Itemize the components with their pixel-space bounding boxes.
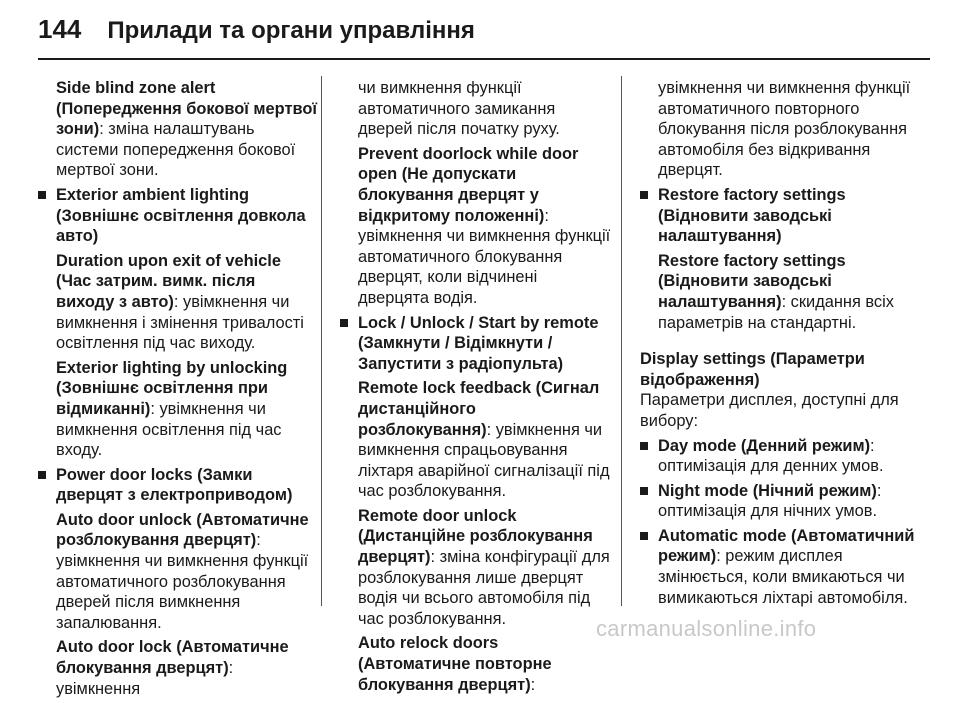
unlock-lighting-text: : увімкнення чи вимкнення освітлення під час входу. <box>56 399 282 460</box>
duration-text: : увімкнення чи вимкнення і змінення тривалості освітлення під час виходу. <box>56 292 304 353</box>
page-header <box>38 14 475 54</box>
bullet-icon <box>640 191 648 199</box>
remote-lock-title: Lock / Unlock / Start by remote (Замкнути / Відімкнути / Запустити з радіопульта) <box>358 313 599 373</box>
restore-factory-entry <box>658 251 922 333</box>
day-mode-item <box>640 436 922 477</box>
unlock-lighting-title: Exterior lighting by unlocking (Зовнішнє освітлення при відмиканні) <box>56 358 288 418</box>
restore-factory-item <box>640 185 922 333</box>
auto-unlock-entry <box>56 510 318 634</box>
auto-relock-entry <box>358 633 612 695</box>
display-settings-title: Display settings (Параметри відображення) <box>640 350 865 389</box>
auto-lock-entry <box>56 637 318 699</box>
auto-relock-title: Auto relock doors (Автоматичне повторне блокування дверцят) <box>358 634 552 694</box>
auto-relock-continued: увімкнення чи вимкнення функції автоматичного повторного блокування після розблокування автомобіля без відкривання дверцят. <box>658 79 911 180</box>
auto-unlock-title: Auto door unlock (Автоматичне розблокування дверцят) <box>56 510 309 550</box>
power-door-locks-item <box>38 465 318 700</box>
day-mode-text: : оптимізація для денних умов. <box>658 436 884 476</box>
night-mode-title: Night mode (Нічний режим) <box>658 481 877 500</box>
duration-title: Duration upon exit of vehicle (Час затрим. вимк. після виходу з авто) <box>56 251 281 311</box>
auto-lock-title: Auto door lock (Автоматичне блокування дверцят) <box>56 638 289 678</box>
column-1 <box>38 78 318 703</box>
watermark: carmanualsonline.info <box>596 616 817 641</box>
side-blind-zone-entry <box>38 78 318 181</box>
side-blind-zone-title: Side blind zone alert (Попередження бокової мертвої зони) <box>56 79 317 139</box>
auto-lock-continued: чи вимкнення функції автоматичного замикання дверей після початку руху. <box>358 79 560 139</box>
restore-factory-sub-title: Restore factory settings (Відновити заводські налаштування) <box>658 251 846 311</box>
bullet-icon <box>640 532 648 540</box>
bullet-icon <box>38 191 46 199</box>
bullet-icon <box>340 319 348 327</box>
power-door-locks-title: Power door locks (Замки дверцят з електроприводом) <box>56 465 293 505</box>
prevent-doorlock-entry <box>340 144 612 309</box>
remote-unlock-title: Remote door unlock (Дистанційне розблокування дверцят) <box>358 506 593 567</box>
column-divider-1 <box>321 76 322 606</box>
restore-factory-text: : скидання всіх параметрів на стандартні. <box>658 292 894 332</box>
auto-lock-text: : увімкнення <box>56 659 234 698</box>
bullet-icon <box>640 487 648 495</box>
page-title: Прилади та органи управління <box>107 17 475 44</box>
remote-feedback-entry <box>358 378 612 502</box>
side-blind-zone-text: : зміна налаштувань системи попередження бокової мертвої зони. <box>56 120 296 180</box>
remote-unlock-entry <box>358 506 612 630</box>
column-2 <box>340 78 612 699</box>
bullet-icon <box>640 442 648 450</box>
prevent-doorlock-title: Prevent doorlock while door open (Не допускати блокування дверцят у відкритому положенні) <box>358 144 579 225</box>
display-settings-text: Параметри дисплея, доступні для вибору: <box>640 391 899 430</box>
bullet-icon <box>38 471 46 479</box>
auto-relock-text: : <box>530 675 536 694</box>
automatic-mode-item <box>640 526 922 608</box>
prevent-doorlock-text: : увімкнення чи вимкнення функції автоматичного блокування дверцят, коли відчинені дверцята водія. <box>358 206 611 307</box>
page-number: 144 <box>38 14 82 44</box>
remote-unlock-text: : зміна конфігурації для розблокування лише дверцят водія чи всього автомобіля під час розблокування. <box>358 548 610 628</box>
auto-unlock-text: : увімкнення чи вимкнення функції автоматичного розблокування дверей після вимкнення запалювання. <box>56 531 309 632</box>
night-mode-item <box>640 481 922 522</box>
ambient-lighting-item <box>38 185 318 461</box>
header-divider <box>38 58 930 60</box>
duration-entry <box>56 251 318 354</box>
ambient-lighting-title: Exterior ambient lighting (Зовнішнє освітлення довкола авто) <box>56 185 306 246</box>
day-mode-title: Day mode (Денний режим) <box>658 436 871 455</box>
remote-lock-item <box>340 313 612 696</box>
remote-feedback-text: : увімкнення чи вимкнення спрацьовування ліхтаря аварійної сигналізації під час розблокування. <box>358 420 610 501</box>
column-divider-2 <box>621 76 622 606</box>
column-3 <box>640 78 922 612</box>
night-mode-text: : оптимізація для нічних умов. <box>658 481 882 521</box>
automatic-mode-title: Automatic mode (Автоматичний режим) <box>658 526 915 566</box>
restore-factory-title: Restore factory settings (Відновити заводські налаштування) <box>658 185 846 246</box>
automatic-mode-text: : режим дисплея змінюється, коли вмикаються чи вимикаються ліхтарі автомобіля. <box>658 547 908 607</box>
remote-feedback-title: Remote lock feedback (Сигнал дистанційного розблокування) <box>358 379 600 439</box>
unlock-lighting-entry <box>56 358 318 461</box>
